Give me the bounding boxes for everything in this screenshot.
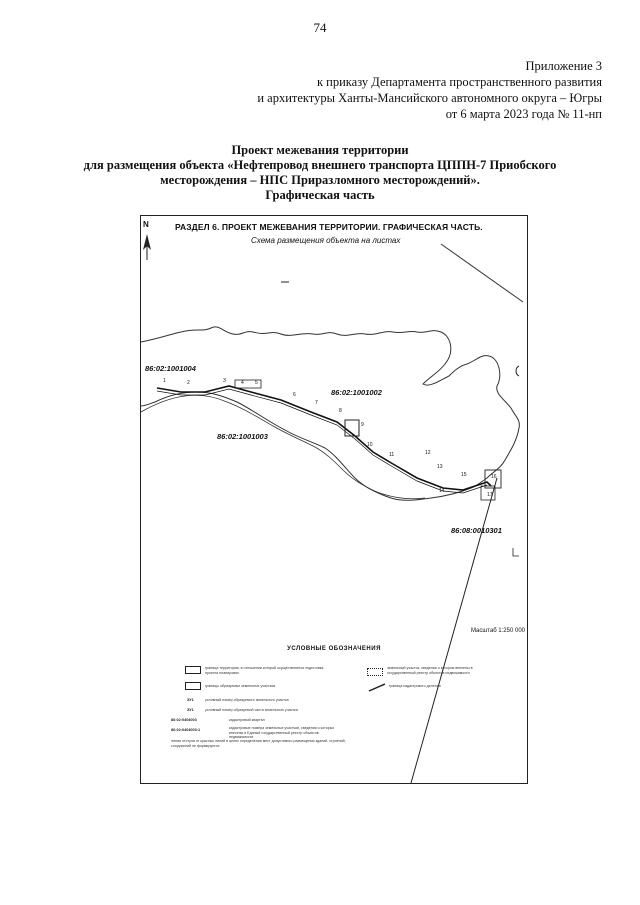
segment-label: 17 — [487, 492, 493, 498]
legend-footnote: линия отступа от красных линий в целях определения мест допустимого размещения зданий, строений, сооружений не формируется — [171, 739, 346, 748]
map-corner-mark — [513, 548, 519, 556]
appendix-line3: и архитектуры Ханты-Мансийского автономного округа – Югры — [257, 91, 602, 105]
segment-label: 12 — [425, 450, 431, 456]
legend-code: ЗУ1 — [187, 698, 194, 702]
segment-label: 3 — [223, 378, 226, 384]
title-line3: месторождения – НПС Приразломного месторождений». — [160, 173, 480, 187]
legend-code: 86:02:0404003:1 — [171, 728, 201, 732]
parcel-label: 86:02:1001003 — [217, 432, 268, 441]
segment-label: 8 — [339, 408, 342, 414]
parcel-label: 86:02:1001002 — [331, 388, 382, 397]
title-line1: Проект межевания территории — [231, 143, 409, 157]
legend-text: условный номер образуемого земельного участка — [205, 698, 289, 702]
document-title — [60, 143, 580, 203]
segment-label: 4 — [241, 380, 244, 386]
segment-label: 13 — [437, 464, 443, 470]
legend-text: условный номер образуемой части земельного участка — [205, 708, 298, 712]
legend-code: 86:02:0404003 — [171, 718, 197, 722]
north-label: N — [143, 220, 149, 229]
legend-registered-symbol — [367, 668, 383, 676]
appendix-line2: к приказу Департамента пространственного развития — [316, 75, 602, 89]
segment-label: 15 — [461, 472, 467, 478]
legend-text: земельный участок, сведения о котором внесены в государственный реестр объектов недвижимости — [387, 666, 473, 675]
map-header: РАЗДЕЛ 6. ПРОЕКТ МЕЖЕВАНИЯ ТЕРРИТОРИИ. ГРАФИЧЕСКАЯ ЧАСТЬ. — [175, 222, 483, 232]
pipeline-route — [157, 386, 491, 490]
legend-parcel-symbol — [185, 682, 201, 690]
segment-label: 16 — [491, 474, 497, 480]
cadastral-boundary-symbol — [369, 684, 385, 691]
appendix-block — [257, 58, 602, 122]
north-arrow-icon — [143, 234, 151, 260]
parcel-label: 86:08:0010301 — [451, 526, 502, 535]
appendix-line1: Приложение 3 — [525, 59, 602, 73]
legend-text: кадастровый квартал — [229, 718, 265, 722]
map-arc-mark — [516, 366, 519, 376]
segment-label: 7 — [315, 400, 318, 406]
map-subheader: Схема размещения объекта на листах — [251, 236, 401, 245]
river-inner-bank — [141, 395, 425, 499]
legend-text: кадастровые номера земельных участков, сведения о которых внесены в Единый государственный реестр объектов недвижимости — [229, 726, 335, 739]
segment-label: 11 — [389, 452, 395, 458]
page-number: 74 — [313, 20, 327, 35]
legend-text: граница кадастрового деления — [389, 684, 441, 688]
title-line4: Графическая часть — [265, 188, 375, 202]
map-line-ne — [441, 244, 523, 302]
segment-label: 9 — [361, 422, 364, 428]
legend-text: границы образуемых земельных участков — [205, 684, 276, 688]
map-drawing — [141, 216, 527, 783]
parcel-label: 86:02:1001004 — [145, 364, 196, 373]
segment-label: 2 — [187, 380, 190, 386]
segment-label: 6 — [293, 392, 296, 398]
segment-label: 14 — [439, 488, 445, 494]
appendix-line4: от 6 марта 2023 года № 11-нп — [445, 107, 602, 121]
segment-label: 10 — [367, 442, 373, 448]
map-frame — [140, 215, 528, 784]
title-line2: для размещения объекта «Нефтепровод внешнего транспорта ЦППН-7 Приобского — [83, 158, 557, 172]
legend-text: граница территории, в отношении которой осуществляется подготовка проекта планировки — [205, 666, 324, 675]
pipeline-route-offset — [157, 389, 487, 493]
segment-label: 1 — [163, 378, 166, 384]
legend-boundary-symbol — [185, 666, 201, 674]
legend-code: ЗУ1 — [187, 708, 194, 712]
legend-title: УСЛОВНЫЕ ОБОЗНАЧЕНИЯ — [287, 646, 381, 652]
segment-label: 5 — [255, 380, 258, 386]
map-scale: Масштаб 1:250 000 — [470, 628, 525, 634]
